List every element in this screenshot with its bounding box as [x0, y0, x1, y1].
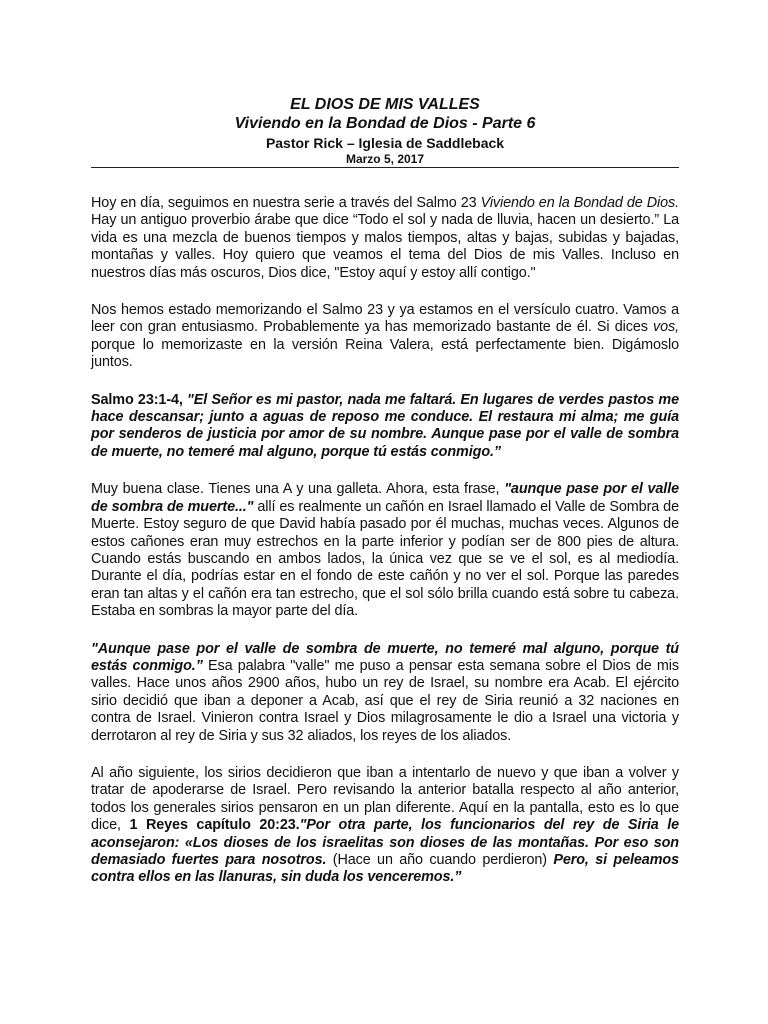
- paragraph-5-segment-2: Esa palabra "valle" me puso a pensar esta semana sobre el Dios de mis valles. Hace unos años 2900 años, hubo un rey de Israel, su nombre era Acab. El ejército sirio decidió que iban a deponer a Acab, así que el rey de Siria reunió a 32 naciones en contra de Israel. Vinieron contra Israel y Dios milagrosamente le dio a Israel una victoria y derrotaron al rey de Siria y sus 32 aliados, los reyes de los aliados.: [91, 657, 679, 744]
- paragraph-2-segment-1: Nos hemos estado memorizando el Salmo 23 y ya estamos en el versículo cuatro. Vamos a leer con gran entusiasmo. Probablemente ya has memorizado bastante de él. Si dices: [91, 302, 679, 336]
- document-author: Pastor Rick – Iglesia de Saddleback: [265, 135, 505, 151]
- document-subtitle: Viviendo en la Bondad de Dios - Parte 6: [234, 115, 536, 132]
- document-header: [91, 95, 679, 168]
- paragraph-1: [91, 195, 679, 282]
- paragraph-4: [91, 481, 679, 620]
- paragraph-2: [91, 302, 679, 372]
- paragraph-1-segment-2: Viviendo en la Bondad de Dios.: [480, 195, 679, 211]
- document-title: EL DIOS DE MIS VALLES: [290, 96, 480, 113]
- paragraph-4-segment-3: allí es realmente un cañón en Israel llamado el Valle de Sombra de Muerte. Estoy seguro de que David había pasado por él muchas, muchas veces. Algunos de estos cañones eran muy estrechos en la parte inferior y podían ser de 800 pies de altura. Cuando estás buscando en ambos lados, la única vez que se ve el sol, es al mediodía. Durante el día, podrías estar en el fondo de este cañón y no ver el sol. Porque las paredes eran tan altas y el cañón era tan estrecho, que el sol sólo brilla cuando está sobre tu cabeza. Estaba en sombras la mayor parte del día.: [91, 498, 679, 620]
- paragraph-6-segment-5: Pero, si peleamos contra ellos en las llanuras, sin duda los venceremos.”: [91, 852, 680, 886]
- paragraph-6: [91, 765, 679, 887]
- paragraph-5: [91, 641, 679, 745]
- paragraph-6-segment-4: (Hace un año cuando perdieron): [326, 852, 554, 868]
- document-date: Marzo 5, 2017: [345, 152, 425, 166]
- paragraph-2-segment-3: porque lo memorizaste en la versión Reina Valera, está perfectamente bien. Digámoslo juntos.: [91, 336, 679, 371]
- paragraph-3-segment-1: Salmo 23:1-4,: [91, 391, 188, 408]
- paragraph-6-segment-2: 1 Reyes capítulo 20:23.: [129, 817, 300, 834]
- document-body: [91, 195, 679, 887]
- document-page: [91, 95, 679, 907]
- paragraph-3: [91, 392, 679, 462]
- paragraph-2-segment-2: vos,: [653, 319, 679, 336]
- paragraph-5-segment-1: "Aunque pase por el valle de sombra de muerte, no temeré mal alguno, porque tú estás conmigo.”: [91, 640, 679, 674]
- paragraph-1-segment-1: Hoy en día, seguimos en nuestra serie a través del Salmo 23: [91, 195, 481, 211]
- paragraph-6-segment-3: "Por otra parte, los funcionarios del rey de Siria le aconsejaron: «Los dioses de los israelitas son dioses de las montañas. Por eso son demasiado fuertes para nosotros.: [91, 817, 680, 868]
- paragraph-3-segment-2: "El Señor es mi pastor, nada me faltará. En lugares de verdes pastos me hace descansar; junto a aguas de reposo me conduce. El restaura mi alma; me guía por senderos de justicia por amor de su nombre. Aunque pase por el valle de sombra de muerte, no temeré mal alguno, porque tú estás conmigo.”: [91, 391, 679, 460]
- paragraph-1-segment-3: Hay un antiguo proverbio árabe que dice “Todo el sol y nada de lluvia, hacen un desierto.” La vida es una mezcla de buenos tiempos y malos tiempos, altas y bajas, subidas y bajadas, montañas y valles. Hoy quiero que veamos el tema del Dios de mis Valles. Incluso en nuestros días más oscuros, Dios dice, "Estoy aquí y estoy allí contigo.": [91, 212, 679, 281]
- header-divider: [91, 167, 679, 168]
- paragraph-4-segment-1: Muy buena clase. Tienes una A y una galleta. Ahora, esta frase,: [91, 481, 505, 498]
- paragraph-4-segment-2: "aunque pase por el valle de sombra de muerte...": [91, 481, 679, 515]
- paragraph-6-segment-1: Al año siguiente, los sirios decidieron que iban a intentarlo de nuevo y que iban a volver y tratar de apoderarse de Israel. Pero revisando la anterior batalla respecto al año anterior, todos los generales sirios pensaron en un plan diferente. Aquí en la pantalla, esto es lo que dice,: [91, 764, 679, 834]
